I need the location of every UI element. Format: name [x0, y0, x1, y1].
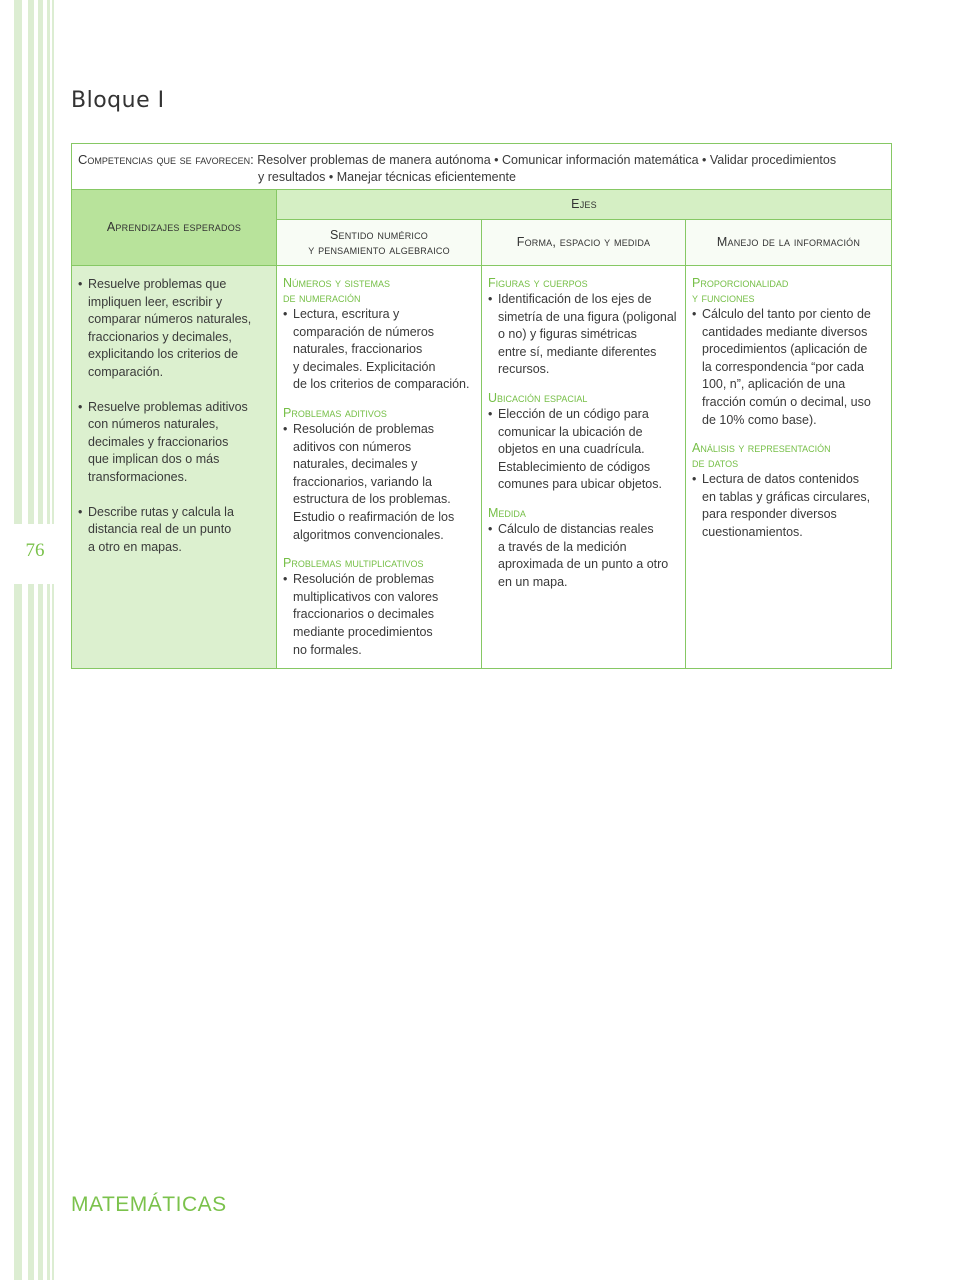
aprendizaje-line: impliquen leer, escribir y: [88, 294, 223, 309]
header-ejes: [277, 190, 892, 220]
curriculum-table: [71, 143, 892, 669]
content-bullet: [692, 306, 885, 429]
aprendizaje-line: distancia real de un punto: [88, 522, 232, 537]
content-line: • Lectura, escritura y: [293, 307, 400, 321]
header-col3-label: Manejo de la información: [716, 235, 861, 249]
content-line: a través de la medición: [498, 539, 627, 554]
section-title-line: y funciones: [692, 291, 755, 305]
content-line: comparación de números: [293, 324, 435, 339]
decorative-stripe: [14, 0, 22, 1280]
content-line: • Cálculo del tanto por ciento de: [702, 307, 871, 321]
content-line: o no) y figuras simétricas: [498, 327, 637, 342]
content-bullet: [488, 291, 679, 379]
content-line: de los criterios de comparación.: [293, 377, 470, 392]
competencias-label: Competencias que se favorecen:: [78, 152, 254, 167]
content-line: multiplicativos con valores: [293, 589, 439, 604]
manejo-informacion-cell: [686, 266, 892, 669]
section-title: [488, 391, 679, 406]
content-line: cuestionamientos.: [702, 524, 803, 539]
forma-espacio-content: [482, 266, 685, 595]
content-line: entre sí, mediante diferentes: [498, 344, 657, 359]
content-line: aditivos con números: [293, 439, 412, 454]
decorative-stripe: [52, 0, 54, 1280]
content-line: recursos.: [498, 362, 550, 377]
section-title-line: Números y sistemas: [283, 276, 390, 290]
content-bullet: [283, 306, 475, 394]
forma-espacio-cell: [482, 266, 686, 669]
section-title-line: Ubicación espacial: [488, 390, 588, 405]
content-line: objetos en una cuadrícula.: [498, 442, 645, 457]
content-line: y decimales. Explicitación: [293, 359, 436, 374]
content-line: de 10% como base).: [702, 412, 817, 427]
content-line: procedimientos (aplicación de: [702, 342, 868, 357]
header-col1-line1: Sentido numérico: [329, 227, 428, 242]
decorative-stripe: [47, 0, 50, 1280]
content-line: mediante procedimientos: [293, 624, 433, 639]
aprendizaje-line: a otro en mapas.: [88, 539, 182, 554]
content-line: la correspondencia “por cada: [702, 359, 864, 374]
aprendizaje-item: [78, 276, 270, 382]
content-line: comunicar la ubicación de: [498, 424, 643, 439]
aprendizaje-line: con números naturales,: [88, 417, 219, 432]
section-title: [283, 556, 475, 571]
content-line: naturales, decimales y: [293, 457, 418, 472]
header-aprendizajes-label: Aprendizajes esperados: [106, 220, 242, 234]
header-ejes-label: Ejes: [571, 197, 597, 211]
content-line: • Cálculo de distancias reales: [498, 521, 654, 536]
section-title-line: Proporcionalidad: [692, 276, 789, 290]
aprendizaje-item: [78, 399, 270, 487]
content-line: Estudio o reafirmación de los: [293, 509, 455, 524]
content-bullet: [283, 571, 475, 659]
aprendizaje-line: • Describe rutas y calcula la: [88, 504, 234, 519]
section-title-line: Problemas aditivos: [283, 405, 387, 420]
decorative-stripe: [38, 0, 43, 1280]
content-line: fracción común o decimal, uso: [702, 394, 871, 409]
header-aprendizajes: [72, 190, 277, 266]
section-title-line: de numeración: [283, 291, 361, 305]
content-line: para responder diversos: [702, 507, 837, 522]
footer-subject-title: MATEMÁTICAS: [71, 1193, 227, 1216]
content-line: aproximada de un punto a otro: [498, 557, 669, 572]
content-line: algoritmos convencionales.: [293, 527, 444, 542]
aprendizaje-line: explicitando los criterios de: [88, 347, 239, 362]
content-line: • Elección de un código para: [498, 406, 649, 421]
decorative-stripe: [28, 0, 34, 1280]
section-title: [283, 406, 475, 421]
content-line: simetría de una figura (poligonal: [498, 309, 677, 324]
section-title-line: Análisis y representación: [692, 441, 831, 456]
content-bullet: [488, 406, 679, 494]
content-line: 100, n”, aplicación de una: [702, 377, 846, 392]
competencias-line2: y resultados • Manejar técnicas eficientemente: [258, 170, 516, 184]
header-manejo-informacion: [686, 220, 892, 266]
aprendizaje-line: que implican dos o más: [88, 452, 220, 467]
content-bullet: [283, 421, 475, 544]
section-title-line: Medida: [488, 505, 526, 520]
content-line: cantidades mediante diversos: [702, 324, 868, 339]
aprendizaje-line: comparación.: [88, 364, 164, 379]
page-number: 76: [25, 540, 45, 561]
aprendizaje-line: • Resuelve problemas aditivos: [88, 399, 248, 414]
content-line: en tablas y gráficas circulares,: [702, 489, 871, 504]
content-line: en un mapa.: [498, 574, 568, 589]
header-forma-espacio: [482, 220, 686, 266]
block-title: Bloque I: [71, 88, 165, 113]
content-line: Establecimiento de códigos: [498, 459, 651, 474]
content-line: no formales.: [293, 642, 362, 657]
content-line: fraccionarios o decimales: [293, 607, 435, 622]
content-line: • Resolución de problemas: [293, 572, 435, 587]
aprendizaje-line: decimales y fraccionarios: [88, 434, 229, 449]
section-title: [283, 276, 475, 306]
aprendizaje-line: fraccionarios y decimales,: [88, 329, 232, 344]
content-line: comunes para ubicar objetos.: [498, 477, 662, 492]
aprendizaje-line: comparar números naturales,: [88, 312, 252, 327]
header-sentido-numerico: [277, 220, 482, 266]
competencias-line1: Resolver problemas de manera autónoma • Comunicar información matemática • Validar procedimientos: [257, 153, 837, 167]
sentido-numerico-cell: [277, 266, 482, 669]
content-line: fraccionarios, variando la: [293, 474, 432, 489]
content-bullet: [692, 471, 885, 541]
section-title: [692, 441, 885, 471]
content-line: • Identificación de los ejes de: [498, 292, 652, 306]
section-title: [692, 276, 885, 306]
content-line: naturales, fraccionarios: [293, 342, 423, 357]
aprendizajes-cell: [72, 266, 277, 669]
aprendizajes-list: [72, 266, 276, 577]
manejo-informacion-content: [686, 266, 891, 546]
aprendizaje-line: transformaciones.: [88, 469, 188, 484]
section-title-line: de datos: [692, 456, 739, 471]
content-bullet: [488, 521, 679, 591]
content-line: estructura de los problemas.: [293, 492, 451, 507]
content-line: • Lectura de datos contenidos: [702, 472, 860, 487]
aprendizaje-item: [78, 504, 270, 557]
section-title-line: Figuras y cuerpos: [488, 276, 588, 290]
header-col2-label: Forma, espacio y medida: [516, 235, 651, 249]
sentido-numerico-content: [277, 266, 481, 663]
section-title: [488, 506, 679, 521]
aprendizaje-line: • Resuelve problemas que: [88, 277, 227, 291]
competencias-row: [72, 144, 892, 190]
header-col1-line2: y pensamiento algebraico: [308, 242, 450, 257]
section-title: [488, 276, 679, 291]
content-line: • Resolución de problemas: [293, 421, 435, 436]
section-title-line: Problemas multiplicativos: [283, 556, 424, 571]
